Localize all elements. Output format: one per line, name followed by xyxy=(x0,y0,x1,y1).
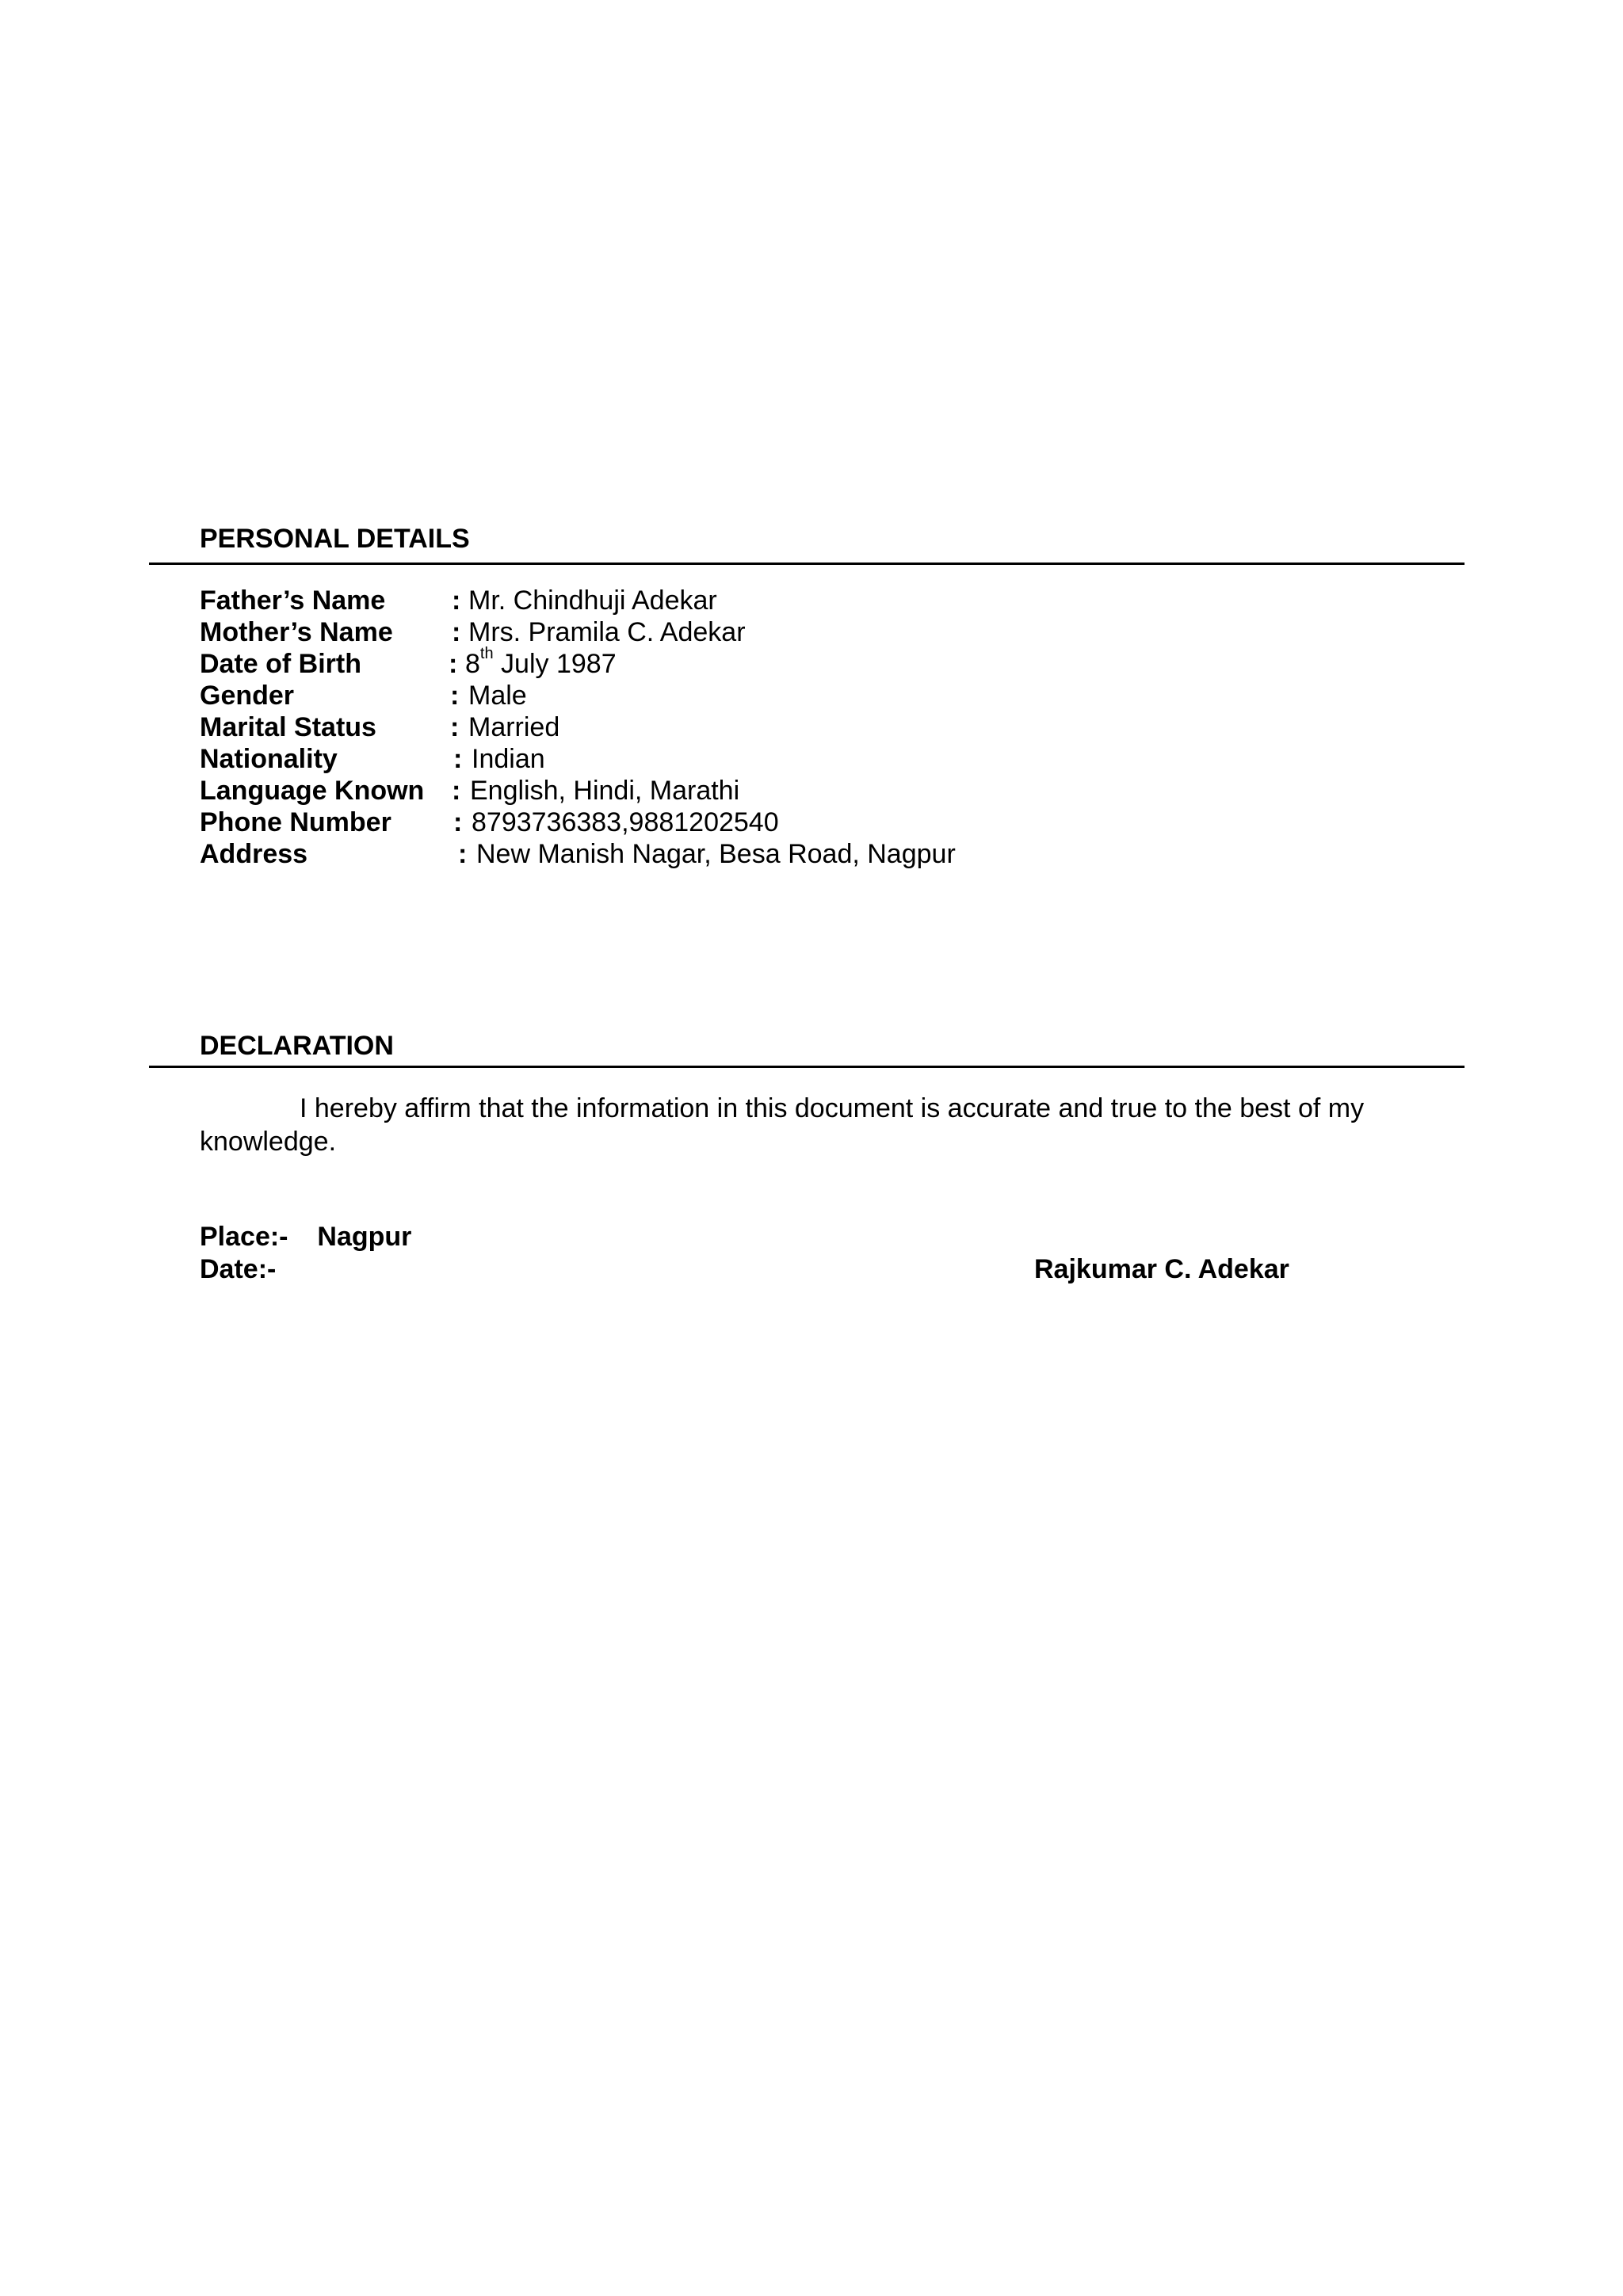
detail-label: Marital Status xyxy=(200,712,376,742)
detail-colon: : xyxy=(452,776,461,806)
detail-label: Gender xyxy=(200,681,295,711)
signature-name: Rajkumar C. Adekar xyxy=(1034,1254,1289,1284)
place-line xyxy=(200,1221,411,1253)
detail-colon: : xyxy=(449,649,458,679)
detail-colon: : xyxy=(452,585,461,616)
dob-day-suffix: th xyxy=(479,644,494,662)
detail-value: Mr. Chindhuji Adekar xyxy=(468,585,717,616)
detail-value: 8793736383,9881202540 xyxy=(472,807,779,837)
detail-label: Address xyxy=(200,839,308,869)
detail-colon: : xyxy=(450,712,460,742)
detail-label: Language Known xyxy=(200,776,425,806)
detail-label: Mother’s Name xyxy=(200,617,393,647)
detail-colon: : xyxy=(453,744,463,774)
place-label: Place:- xyxy=(200,1222,288,1252)
declaration-divider xyxy=(149,1066,1465,1068)
detail-colon: : xyxy=(450,681,460,711)
declaration-text xyxy=(200,1092,1404,1158)
detail-label: Father’s Name xyxy=(200,585,386,616)
dob-day: 8 xyxy=(465,649,480,679)
place-value: Nagpur xyxy=(317,1222,412,1252)
detail-colon: : xyxy=(458,839,468,869)
date-line xyxy=(200,1253,276,1285)
detail-value: New Manish Nagar, Besa Road, Nagpur xyxy=(476,839,956,869)
detail-value: Mrs. Pramila C. Adekar xyxy=(468,617,746,647)
detail-label: Date of Birth xyxy=(200,649,361,679)
detail-value: Married xyxy=(468,712,560,742)
detail-colon: : xyxy=(453,807,463,837)
detail-colon: : xyxy=(452,617,461,647)
date-label: Date:- xyxy=(200,1254,277,1284)
declaration-body: I hereby affirm that the information in this document is accurate and true to the best of my knowledge. xyxy=(200,1093,1365,1157)
dob-month-year: July 1987 xyxy=(493,649,617,679)
personal-details-divider xyxy=(149,563,1465,565)
detail-label: Phone Number xyxy=(200,807,391,837)
detail-value xyxy=(465,644,617,680)
detail-value: Indian xyxy=(472,744,545,774)
detail-value: English, Hindi, Marathi xyxy=(470,776,740,806)
personal-details-heading: PERSONAL DETAILS xyxy=(200,524,470,554)
declaration-heading: DECLARATION xyxy=(200,1031,394,1061)
detail-value: Male xyxy=(468,681,527,711)
detail-label: Nationality xyxy=(200,744,338,774)
